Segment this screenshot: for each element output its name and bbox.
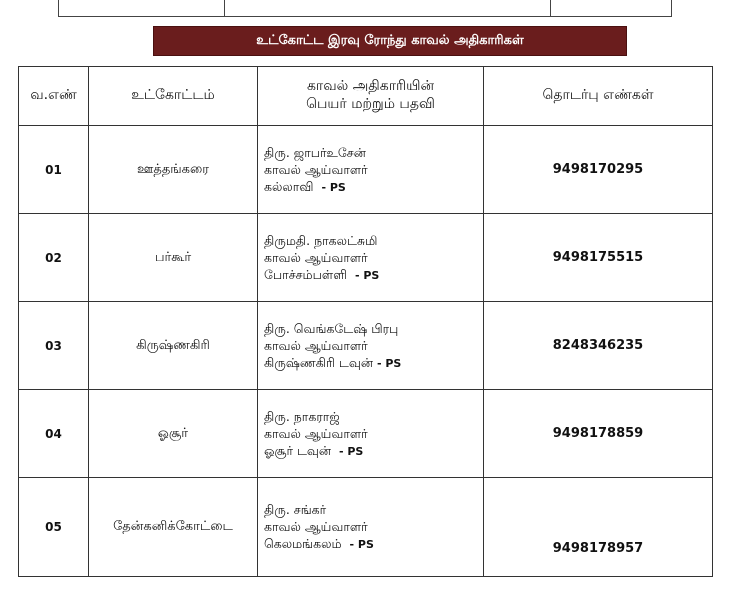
station-suffix: - PS xyxy=(349,538,374,551)
serial-cell: 02 xyxy=(19,214,89,302)
column-divider xyxy=(550,0,551,16)
officer-name: திரு. ஜாபர்உசேன் xyxy=(264,144,366,160)
table-row xyxy=(19,126,713,214)
officer-designation: காவல் ஆய்வாளர் xyxy=(264,519,368,534)
table-row xyxy=(19,478,713,577)
phone-cell: 9498178957 xyxy=(484,478,713,577)
phone-cell: 9498178859 xyxy=(484,390,713,478)
subdivision-cell: ஊத்தங்கரை xyxy=(89,126,258,214)
station-name: கல்லாவி xyxy=(264,178,314,194)
officer-station xyxy=(264,178,483,196)
header-officer-line2: பெயர் மற்றும் பதவி xyxy=(306,96,435,112)
officer-cell xyxy=(258,214,484,302)
officer-name: திருமதி. நாகலட்சுமி xyxy=(264,232,378,248)
phone-cell: 8248346235 xyxy=(484,302,713,390)
subdivision-cell: தேன்கனிக்கோட்டை xyxy=(89,478,258,577)
officer-designation: காவல் ஆய்வாளர் xyxy=(264,425,368,441)
officer-cell xyxy=(258,302,484,390)
officer-cell xyxy=(258,390,484,478)
header-serial: வ.எண் xyxy=(19,67,89,126)
header-officer xyxy=(258,67,484,126)
section-title-banner xyxy=(154,27,626,55)
table-row xyxy=(19,302,713,390)
table-row xyxy=(19,214,713,302)
serial-cell: 01 xyxy=(19,126,89,214)
previous-table-fragment xyxy=(58,0,672,17)
station-suffix: - PS xyxy=(354,268,380,282)
officer-designation: காவல் ஆய்வாளர் xyxy=(264,249,368,265)
header-subdivision: உட்கோட்டம் xyxy=(89,67,258,126)
officer-station xyxy=(264,266,483,284)
station-suffix: - PS xyxy=(338,444,364,458)
station-name: போச்சம்பள்ளி xyxy=(264,266,348,282)
subdivision-cell: பர்கூர் xyxy=(89,214,258,302)
officer-station xyxy=(264,442,483,460)
serial-cell: 05 xyxy=(19,478,89,577)
table-header-row xyxy=(19,67,713,126)
officer-cell xyxy=(258,126,484,214)
station-name: ஓசூர் டவுன் xyxy=(264,442,331,458)
phone-cell: 9498175515 xyxy=(484,214,713,302)
section-title: உட்கோட்ட இரவு ரோந்து காவல் அதிகாரிகள் xyxy=(256,33,524,48)
header-contact: தொடர்பு எண்கள் xyxy=(484,67,713,126)
officer-name: திரு. சங்கர் xyxy=(264,502,327,517)
officer-station xyxy=(264,354,483,372)
officer-name: திரு. வெங்கடேஷ் பிரபு xyxy=(264,320,399,336)
officer-station xyxy=(264,535,483,553)
serial-cell: 04 xyxy=(19,390,89,478)
officer-cell xyxy=(258,478,484,577)
subdivision-cell: கிருஷ்ணகிரி xyxy=(89,302,258,390)
station-name: கெலமங்கலம் xyxy=(264,536,342,551)
officer-designation: காவல் ஆய்வாளர் xyxy=(264,161,368,177)
station-suffix: - PS xyxy=(376,356,402,370)
officer-name: திரு. நாகராஜ் xyxy=(264,408,340,424)
station-suffix: - PS xyxy=(321,180,346,194)
station-name: கிருஷ்ணகிரி டவுன் xyxy=(264,354,373,370)
subdivision-cell: ஓசூர் xyxy=(89,390,258,478)
phone-cell: 9498170295 xyxy=(484,126,713,214)
table-row xyxy=(19,390,713,478)
serial-cell: 03 xyxy=(19,302,89,390)
column-divider xyxy=(224,0,225,16)
officers-table xyxy=(18,66,713,577)
officer-designation: காவல் ஆய்வாளர் xyxy=(264,337,368,353)
header-officer-line1: காவல் அதிகாரியின் xyxy=(306,78,435,94)
